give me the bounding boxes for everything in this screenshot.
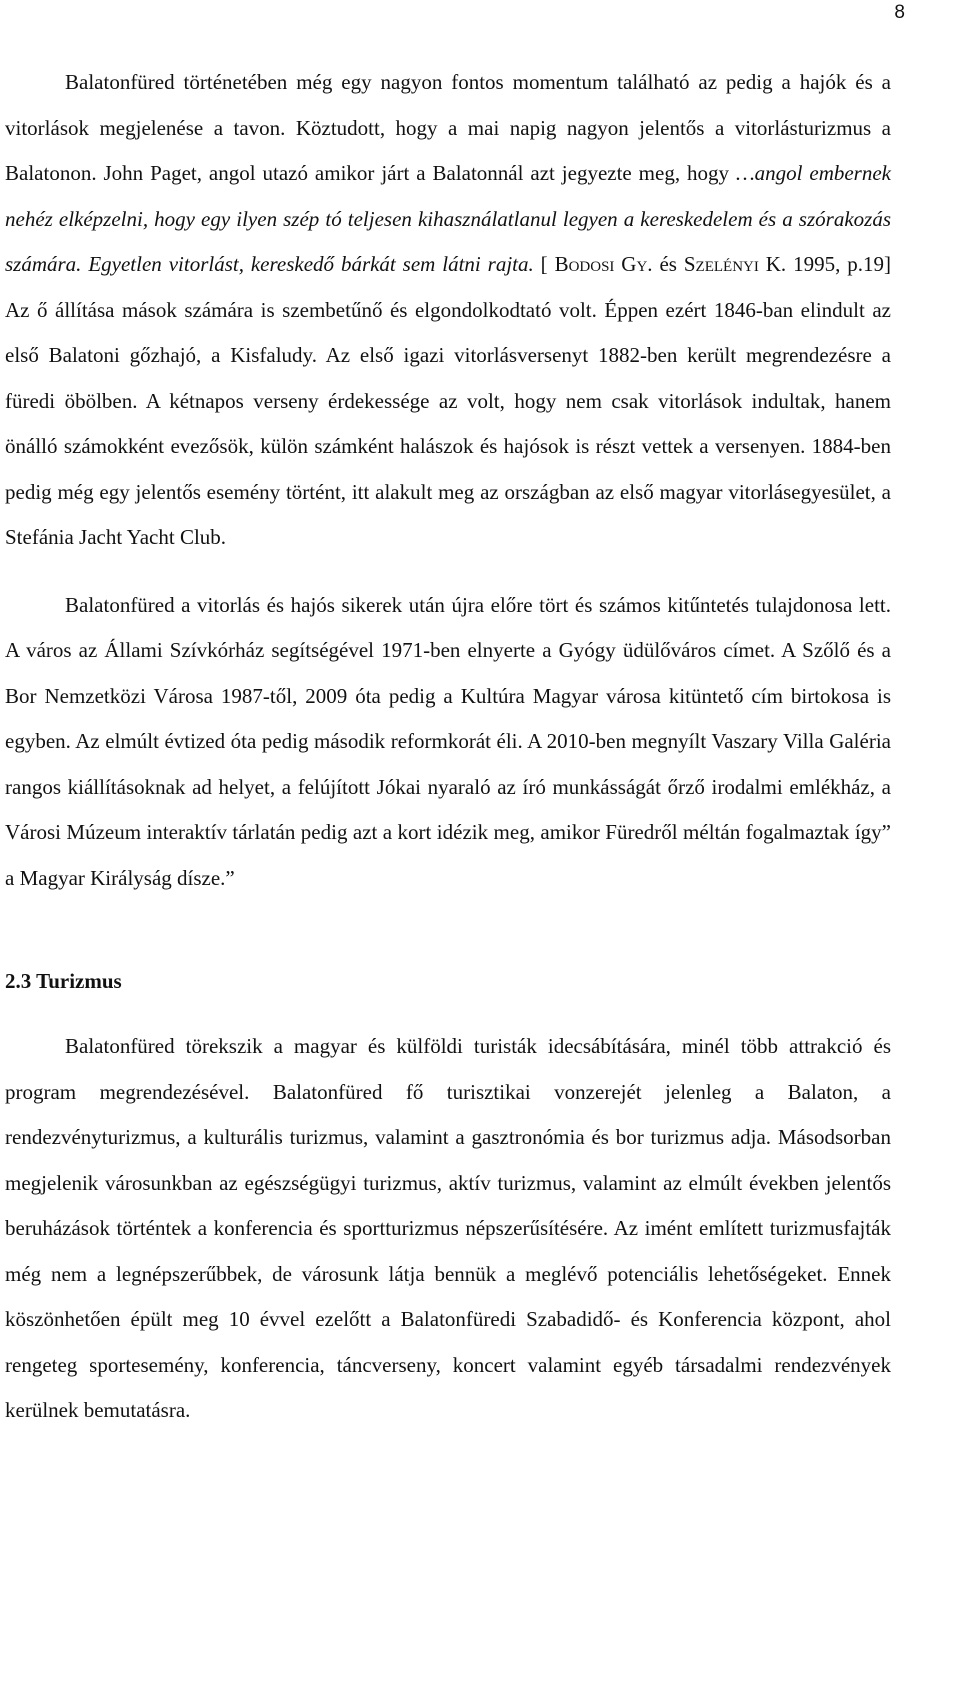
page-number: 8 bbox=[894, 2, 905, 23]
document-body bbox=[5, 60, 891, 1434]
citation-and: és bbox=[652, 252, 684, 276]
paragraph-text-rest: 1995, p.19] Az ő állítása mások számára is szembetűnő és elgondolkodtató volt. Éppen ezért 1846-ban elindult az első Balatoni gőzhajó, a Kisfaludy. Az első igazi vitorlásversenyt 1882-ben került megrendezésre a füredi öbölben. A kétnapos verseny érdekessége az volt, hogy nem csak vitorlások indultak, hanem önálló számokként evezősök, külön számként halászok és hajósok is részt vettek a versenyen. 1884-ben pedig még egy jelentős esemény történt, itt alakult meg az országban az első magyar vitorlásegyesület, a Stefánia Jacht Yacht Club. bbox=[5, 252, 891, 549]
citation-author-2: Szelényi K. bbox=[683, 252, 787, 276]
quote-paget: …angol embernek nehéz elképzelni, hogy egy ilyen szép tó teljesen kihasználatlanul legyen a kereskedelem és a szórakozás számára. Egyetlen vitorlást, kereskedő bárkát sem látni rajta. bbox=[5, 161, 891, 276]
section-heading: 2.3 Turizmus bbox=[5, 969, 122, 993]
paragraph-tourism: Balatonfüred törekszik a magyar és külföldi turisták idecsábítására, minél több attrakció és program megrendezésével. Balatonfüred fő turisztikai vonzerejét jelenleg a Balaton, a rendezvényturizmus, a kulturális turizmus, valamint a gasztronómia és bor turizmus adja. Másodsorban megjelenik városunkban az egészségügyi turizmus, aktív turizmus, valamint az elmúlt években jelentős beruházások történtek a konferencia és sportturizmus népszerűsítésére. Az imént említett turizmusfajták még nem a legnépszerűbbek, de városunk látja bennük a meglévő potenciális lehetőségeket. Ennek köszönhetően épült meg 10 évvel ezelőtt a Balatonfüredi Szabadidő- és Konferencia központ, ahol rengeteg sportesemény, konferencia, táncverseny, koncert valamint egyéb társadalmi rendezvények kerülnek bemutatásra. bbox=[5, 1034, 891, 1422]
paragraph-history bbox=[5, 60, 891, 561]
paragraph-awards: Balatonfüred a vitorlás és hajós sikerek után újra előre tört és számos kitűntetés tulajdonosa lett. A város az Állami Szívkórház segítségével 1971-ben elnyerte a Gyógy üdülőváros címet. A Szőlő és a Bor Nemzetközi Városa 1987-től, 2009 óta pedig a Kultúra Magyar városa kitüntető cím birtokosa is egyben. Az elmúlt évtized óta pedig második reformkorát éli. A 2010-ben megnyílt Vaszary Villa Galéria rangos kiállításoknak ad helyet, a felújított Jókai nyaraló az író munkásságát őrző irodalmi emlékház, a Városi Múzeum interaktív tárlatán pedig azt a kort idézik meg, amikor Füredről méltán fogalmaztak így” a Magyar Királyság dísze.” bbox=[5, 592, 891, 890]
citation-open: [ bbox=[533, 252, 555, 276]
paragraph-text: Balatonfüred történetében még egy nagyon fontos momentum található az pedig a hajók és a vitorlások megjelenése a tavon. Köztudott, hogy a mai napig nagyon jelentős a vitorlásturizmus a Balatonon. John Paget, angol utazó amikor járt a Balatonnál azt jegyezte meg, hogy bbox=[5, 70, 891, 185]
citation-author-1: Bodosi Gy. bbox=[554, 252, 653, 276]
